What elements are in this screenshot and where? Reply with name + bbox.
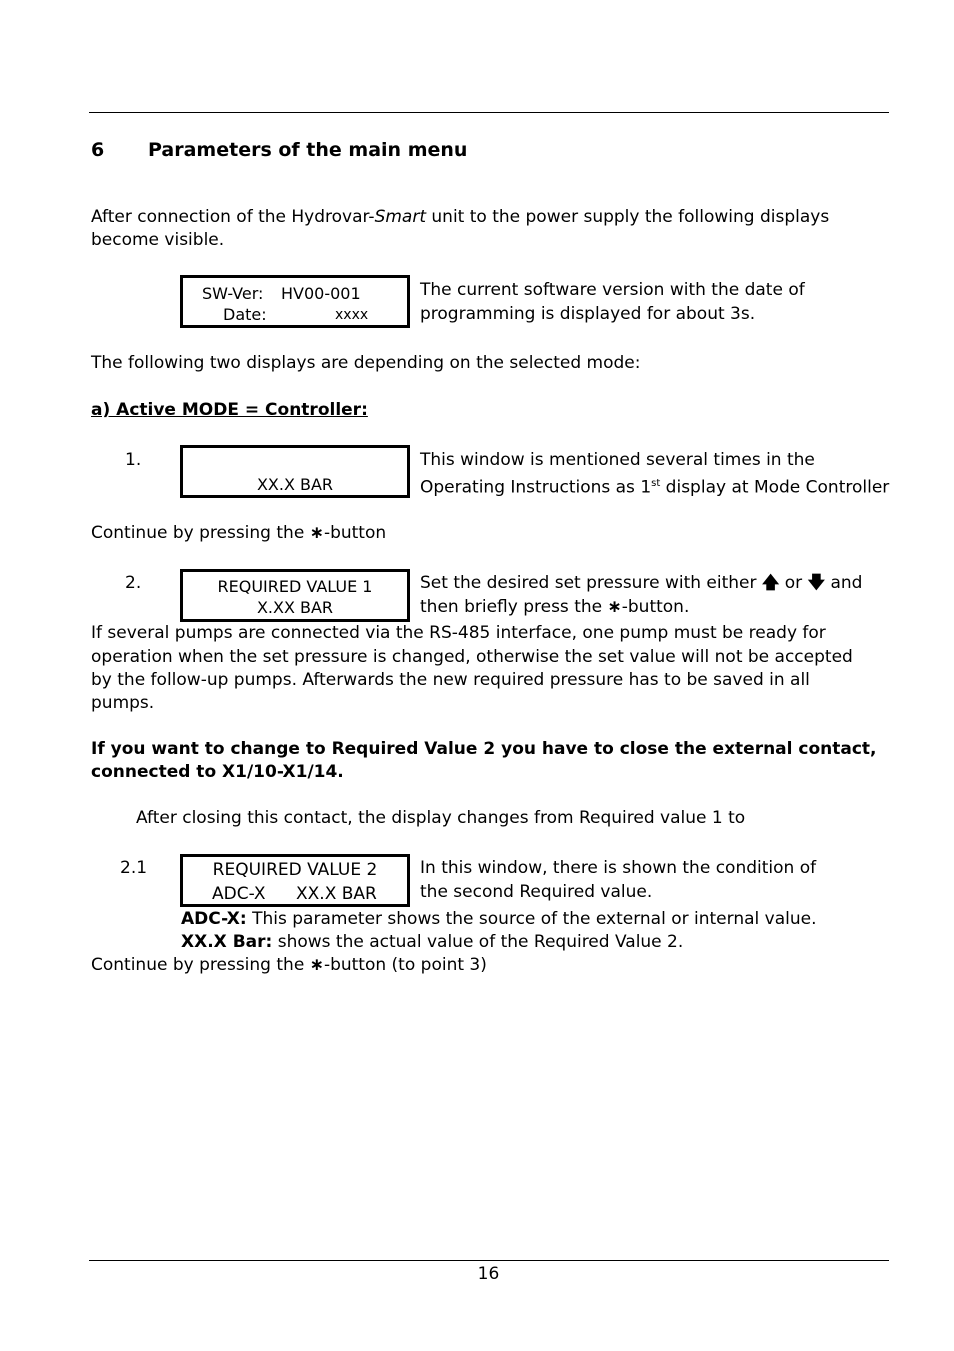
step-1-description-2: Operating Instructions as 1st display at Mode Controller: [420, 477, 890, 498]
date-label: Date:: [223, 305, 267, 324]
required-value-2-note-1: If you want to change to Required Value 2 you have to close the external contact,: [91, 739, 877, 759]
rs485-line-1: If several pumps are connected via the RS-485 interface, one pump must be ready for: [91, 623, 826, 643]
continue-line-2: Continue by pressing the ∗-button (to point 3): [91, 955, 487, 975]
software-version-display: [180, 275, 410, 328]
section-title: Parameters of the main menu: [148, 139, 468, 161]
required-value-2-note-2: connected to X1/10-X1/14.: [91, 762, 344, 782]
sw-version-value: HV00-001: [281, 284, 361, 303]
step-2-1-description-1: In this window, there is shown the condition of: [420, 858, 817, 878]
step-1-description-1: This window is mentioned several times in the: [420, 450, 815, 470]
star-icon: ∗: [607, 597, 622, 617]
step-2-number: 2.: [125, 573, 142, 593]
controller-display-value: XX.X BAR: [256, 475, 334, 494]
page-number: 16: [477, 1264, 500, 1284]
required-value-2-display: [180, 854, 410, 907]
star-icon: ∗: [309, 955, 324, 975]
sw-ver-label: SW-Ver:: [202, 284, 264, 303]
step-2-1-number: 2.1: [120, 858, 148, 878]
required-value-2-bar: XX.X BAR: [296, 884, 377, 904]
mode-heading: a) Active MODE = Controller:: [91, 400, 368, 420]
mode-intro: The following two displays are depending on the selected mode:: [91, 353, 641, 373]
intro-line-2: become visible.: [91, 230, 225, 250]
required-value-1-line-2: X.XX BAR: [256, 598, 334, 617]
adc-x-note: ADC-X: This parameter shows the source of the external or internal value.: [181, 909, 817, 929]
adc-x-value: ADC-X: [212, 884, 266, 904]
star-icon: ∗: [309, 523, 324, 543]
continue-line-1: Continue by pressing the ∗-button: [91, 523, 387, 543]
sw-description-2: programming is displayed for about 3s.: [420, 304, 756, 324]
date-value: xxxx: [335, 307, 369, 323]
sw-description-1: The current software version with the date of: [420, 280, 805, 300]
arrow-down-icon: 🡇: [807, 573, 826, 593]
footer-rule: [89, 1260, 889, 1261]
after-closing-text: After closing this contact, the display changes from Required value 1 to: [136, 808, 746, 828]
section-number: 6: [91, 139, 105, 161]
required-value-1-display: [180, 569, 410, 622]
header-rule: [89, 112, 889, 113]
step-2-1-description-2: the second Required value.: [420, 882, 653, 902]
arrow-up-icon: 🡅: [761, 573, 780, 593]
brand-name: Smart: [374, 207, 426, 227]
intro-line-1: After connection of the Hydrovar-Smart unit to the power supply the following displays: [91, 207, 830, 227]
required-value-2-line-1: REQUIRED VALUE 2: [212, 860, 378, 880]
controller-display: [180, 445, 410, 498]
required-value-1-line-1: REQUIRED VALUE 1: [217, 577, 373, 596]
rs485-line-4: pumps.: [91, 693, 155, 713]
step-1-number: 1.: [125, 450, 142, 470]
rs485-line-3: by the follow-up pumps. Afterwards the new required pressure has to be saved in all: [91, 670, 810, 690]
step-2-description-1: Set the desired set pressure with either 🡅 or 🡇 and: [420, 573, 863, 593]
xx-bar-note: XX.X Bar: shows the actual value of the Required Value 2.: [181, 932, 684, 952]
rs485-line-2: operation when the set pressure is changed, otherwise the set value will not be accepted: [91, 647, 853, 667]
step-2-description-2: then briefly press the ∗-button.: [420, 597, 690, 617]
